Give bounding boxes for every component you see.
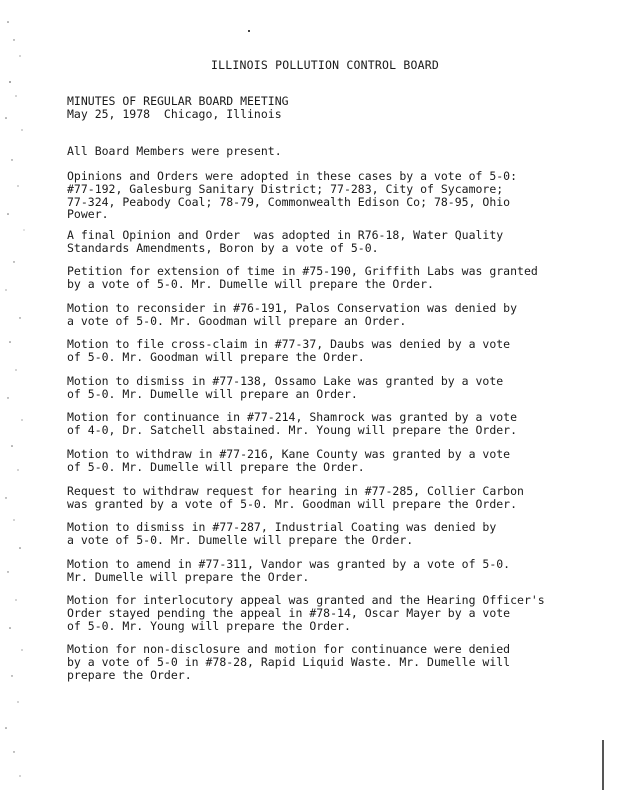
paragraph-line: was granted by a vote of 5-0. Mr. Goodman will prepare the Order. — [67, 496, 518, 511]
paragraph-line: Motion for continuance in #77-214, Shamrock was granted by a vote — [67, 410, 518, 424]
paragraph-line: Mr. Dumelle will prepare the Order. — [67, 569, 310, 584]
paragraph-motion-dismiss-industrial — [67, 521, 567, 547]
scan-edge-noise — [0, 0, 40, 800]
paragraph-line: Motion for non-disclosure and motion for continuance were denied — [67, 642, 511, 656]
paragraph-line: Petition for extension of time in #75-190, Griffith Labs was granted — [67, 264, 538, 278]
scan-speck — [248, 30, 250, 32]
paragraph-line: Motion to dismiss in #77-287, Industrial Coating was denied by — [67, 520, 497, 534]
paragraph-line: Motion to reconsider in #76-191, Palos Conservation was denied by — [67, 301, 518, 315]
paragraph-motion-reconsider — [67, 302, 567, 328]
paragraph-line: a vote of 5-0. Mr. Dumelle will prepare the Order. — [67, 532, 414, 547]
paragraph-line: A final Opinion and Order was adopted in R76-18, Water Quality — [67, 228, 504, 242]
paragraph-motion-cross-claim — [67, 338, 567, 364]
paragraph-line: Order stayed pending the appeal in #78-14, Oscar Mayer by a vote — [67, 605, 511, 620]
paragraph-line: Power. — [67, 207, 109, 222]
paragraph-motion-dismiss-ossamo — [67, 375, 567, 401]
paragraph-interlocutory-appeal — [67, 594, 567, 632]
paragraph-line: of 5-0. Mr. Young will prepare the Order. — [67, 618, 351, 633]
paragraph-line: a vote of 5-0. Mr. Goodman will prepare an Order. — [67, 313, 407, 328]
paragraph-line: Request to withdraw request for hearing in #77-285, Collier Carbon — [67, 484, 524, 498]
paragraph-motion-continuance — [67, 411, 567, 437]
paragraph-line: by a vote of 5-0 in #78-28, Rapid Liquid Waste. Mr. Dumelle will — [67, 654, 511, 669]
paragraph-line: Opinions and Orders were adopted in these cases by a vote of 5-0: — [67, 169, 518, 183]
paragraph-line: Motion to file cross-claim in #77-37, Daubs was denied by a vote — [67, 337, 511, 351]
paragraph-line: of 4-0, Dr. Satchell abstained. Mr. Young will prepare the Order. — [67, 422, 518, 437]
paragraph-motion-amend — [67, 558, 567, 584]
paragraph-line: Standards Amendments, Boron by a vote of 5-0. — [67, 240, 379, 255]
paragraph-line: prepare the Order. — [67, 667, 192, 682]
paragraph-line: Motion to withdraw in #77-216, Kane County was granted by a vote — [67, 447, 511, 461]
paragraph-line: of 5-0. Mr. Goodman will prepare the Order. — [67, 349, 365, 364]
paragraph-non-disclosure — [67, 643, 567, 681]
scan-edge-mark — [602, 740, 604, 790]
paragraph-line: by a vote of 5-0. Mr. Dumelle will prepare the Order. — [67, 276, 434, 291]
paragraph-line: 77-324, Peabody Coal; 78-79, Commonwealth Edison Co; 78-95, Ohio — [67, 194, 511, 209]
paragraph-opinions-adopted — [67, 170, 567, 221]
meeting-date-line: May 25, 1978 Chicago, Illinois — [67, 107, 282, 121]
meeting-heading — [67, 95, 289, 121]
paragraph-motion-withdraw — [67, 448, 567, 474]
paragraph-line: of 5-0. Mr. Dumelle will prepare the Order. — [67, 459, 365, 474]
paragraph-line: Motion to dismiss in #77-138, Ossamo Lake was granted by a vote — [67, 374, 504, 388]
paragraph-line: #77-192, Galesburg Sanitary District; 77-283, City of Sycamore; — [67, 181, 504, 196]
paragraph-line: Motion for interlocutory appeal was granted and the Hearing Officer's — [67, 593, 545, 607]
paragraph-line: of 5-0. Mr. Dumelle will prepare an Order. — [67, 386, 358, 401]
page-title: ILLINOIS POLLUTION CONTROL BOARD — [211, 58, 439, 72]
meeting-heading-line: MINUTES OF REGULAR BOARD MEETING — [67, 94, 289, 108]
paragraph-line: Motion to amend in #77-311, Vandor was granted by a vote of 5-0. — [67, 557, 511, 571]
paragraph-request-withdraw — [67, 485, 567, 511]
attendance-note: All Board Members were present. — [67, 144, 282, 158]
paragraph-final-opinion — [67, 229, 567, 255]
paragraph-petition-extension — [67, 265, 567, 291]
